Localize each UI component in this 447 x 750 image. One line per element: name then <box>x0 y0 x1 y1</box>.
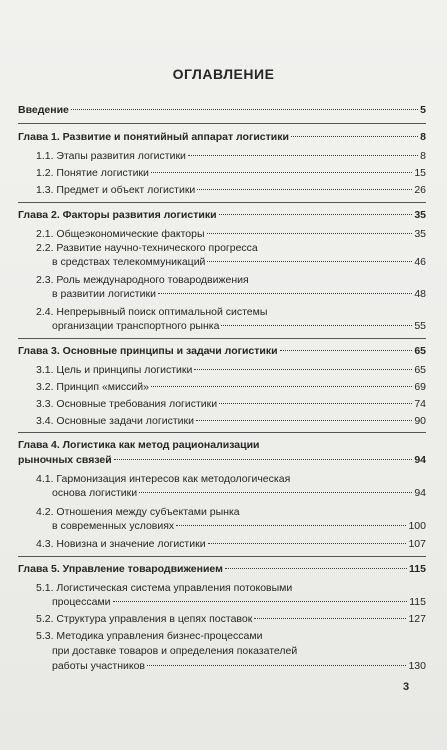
toc-entry-section-4-1 <box>52 486 426 500</box>
toc-page-number: 35 <box>414 228 426 240</box>
toc-entry-section-1-2 <box>36 166 426 180</box>
toc-entry-text: процессами <box>52 596 111 608</box>
page-folio-number: 3 <box>403 681 410 693</box>
toc-entry-text-line-1: 5.3. Методика управления бизнес-процессами <box>36 630 263 642</box>
toc-entry-text-line-1: Глава 4. Логистика как метод рационализации <box>18 439 260 451</box>
toc-entry-text: 1.3. Предмет и объект логистики <box>36 184 196 196</box>
toc-entry-text: 5.2. Структура управления в цепях поставок <box>36 613 253 625</box>
toc-entry-text: Глава 2. Факторы развития логистики <box>18 209 217 221</box>
dot-leader <box>194 368 412 370</box>
dot-leader <box>280 349 413 351</box>
toc-entry-section-4-2 <box>52 519 426 533</box>
toc-entry-text: в современных условиях <box>52 520 175 532</box>
toc-entry-section-3-2 <box>36 380 426 394</box>
toc-entry-text: организации транспортного рынка <box>52 320 220 332</box>
dot-leader <box>188 154 418 156</box>
toc-page-number: 69 <box>414 381 426 393</box>
toc-entry-text: основа логистики <box>52 487 138 499</box>
toc-page-number: 48 <box>414 288 426 300</box>
dot-leader <box>151 385 412 387</box>
toc-page-number: 55 <box>414 320 426 332</box>
toc-entry-chapter-5 <box>18 562 426 576</box>
toc-page-number: 94 <box>414 487 426 499</box>
toc-page-number: 115 <box>409 596 426 608</box>
dot-leader <box>208 542 407 544</box>
separator-rule <box>18 556 426 557</box>
toc-page-number: 15 <box>414 167 426 179</box>
toc-entry-text-line-1: 4.1. Гармонизация интересов как методологическая <box>36 473 291 485</box>
toc-entry-text: 2.1. Общеэкономические факторы <box>36 228 205 240</box>
toc-entry-text: Глава 1. Развитие и понятийный аппарат логистики <box>18 131 289 143</box>
dot-leader <box>151 171 412 173</box>
toc-entry-text: 1.2. Понятие логистики <box>36 167 149 179</box>
toc-entry-text: 3.2. Принцип «миссий» <box>36 381 149 393</box>
toc-entry-intro <box>18 103 426 117</box>
separator-rule <box>18 202 426 203</box>
toc-entry-text: в средствах телекоммуникаций <box>52 256 206 268</box>
toc-entry-section-4-3 <box>36 537 426 551</box>
toc-title: ОГЛАВЛЕНИЕ <box>172 66 275 82</box>
toc-page-number: 46 <box>414 256 426 268</box>
toc-entry-section-3-4 <box>36 414 426 428</box>
toc-entry-chapter-3 <box>18 344 426 358</box>
dot-leader <box>219 402 412 404</box>
toc-entry-text: 3.4. Основные задачи логистики <box>36 415 194 427</box>
toc-entry-section-2-4 <box>52 319 426 333</box>
dot-leader <box>197 188 412 190</box>
toc-entry-section-5-3 <box>52 659 426 673</box>
dot-leader <box>254 617 406 619</box>
toc-entry-text-line-1: 2.2. Развитие научно-технического прогресса <box>36 242 258 254</box>
toc-entry-section-2-2 <box>52 255 426 269</box>
toc-entry-text: 3.1. Цель и принципы логистики <box>36 364 193 376</box>
dot-leader <box>71 108 418 110</box>
toc-page-number: 94 <box>414 454 426 466</box>
toc-entry-text-line-1: 2.3. Роль международного товародвижения <box>36 274 249 286</box>
dot-leader <box>139 491 412 493</box>
toc-page-number: 90 <box>414 415 426 427</box>
toc-entry-section-2-3 <box>52 287 426 301</box>
dot-leader <box>114 458 413 460</box>
toc-page-number: 65 <box>414 364 426 376</box>
toc-page-number: 35 <box>414 209 426 221</box>
toc-entry-section-3-1 <box>36 363 426 377</box>
separator-rule <box>18 123 426 124</box>
toc-entry-text: 4.3. Новизна и значение логистики <box>36 538 206 550</box>
toc-entry-section-5-1 <box>52 595 426 609</box>
toc-entry-text-line-1: 4.2. Отношения между субъектами рынка <box>36 506 240 518</box>
toc-page-number: 65 <box>414 345 426 357</box>
toc-page-number: 8 <box>420 150 426 162</box>
toc-page-number: 130 <box>408 660 426 672</box>
toc-page-number: 107 <box>408 538 426 550</box>
toc-page-number: 127 <box>408 613 426 625</box>
toc-entry-section-5-2 <box>36 612 426 626</box>
toc-entry-text: работы участников <box>52 660 145 672</box>
toc-entry-text: в развитии логистики <box>52 288 156 300</box>
dot-leader <box>196 419 412 421</box>
toc-entry-text: Глава 3. Основные принципы и задачи логистики <box>18 345 278 357</box>
toc-entry-section-2-1 <box>36 227 426 241</box>
toc-page-number: 26 <box>414 184 426 196</box>
dot-leader <box>291 135 418 137</box>
separator-rule <box>18 338 426 339</box>
toc-entry-text: Глава 5. Управление товародвижением <box>18 563 223 575</box>
toc-page-number: 115 <box>409 563 426 575</box>
toc-entry-text: рыночных связей <box>18 454 112 466</box>
toc-page-number: 8 <box>420 131 426 143</box>
toc-entry-chapter-2 <box>18 208 426 222</box>
dot-leader <box>207 260 412 262</box>
dot-leader <box>176 524 406 526</box>
toc-page-number: 100 <box>408 520 426 532</box>
toc-entry-chapter-4 <box>18 453 426 467</box>
dot-leader <box>219 213 413 215</box>
dot-leader <box>221 324 412 326</box>
separator-rule <box>18 432 426 433</box>
toc-entry-text-line-1: 2.4. Непрерывный поиск оптимальной системы <box>36 306 268 318</box>
toc-page-number: 5 <box>420 104 426 116</box>
toc-entry-text: Введение <box>18 104 69 116</box>
toc-entry-text-line-2: при доставке товаров и определения показателей <box>52 645 298 657</box>
toc-page-number: 74 <box>414 398 426 410</box>
dot-leader <box>147 664 406 666</box>
toc-entry-section-3-3 <box>36 397 426 411</box>
toc-entry-section-1-3 <box>36 183 426 197</box>
toc-entry-text: 1.1. Этапы развития логистики <box>36 150 186 162</box>
dot-leader <box>113 600 408 602</box>
toc-entry-text: 3.3. Основные требования логистики <box>36 398 218 410</box>
toc-entry-chapter-1 <box>18 130 426 144</box>
toc-entry-text-line-1: 5.1. Логистическая система управления потоковыми <box>36 582 293 594</box>
dot-leader <box>158 292 412 294</box>
toc-entry-section-1-1 <box>36 149 426 163</box>
dot-leader <box>225 567 407 569</box>
dot-leader <box>207 232 413 234</box>
